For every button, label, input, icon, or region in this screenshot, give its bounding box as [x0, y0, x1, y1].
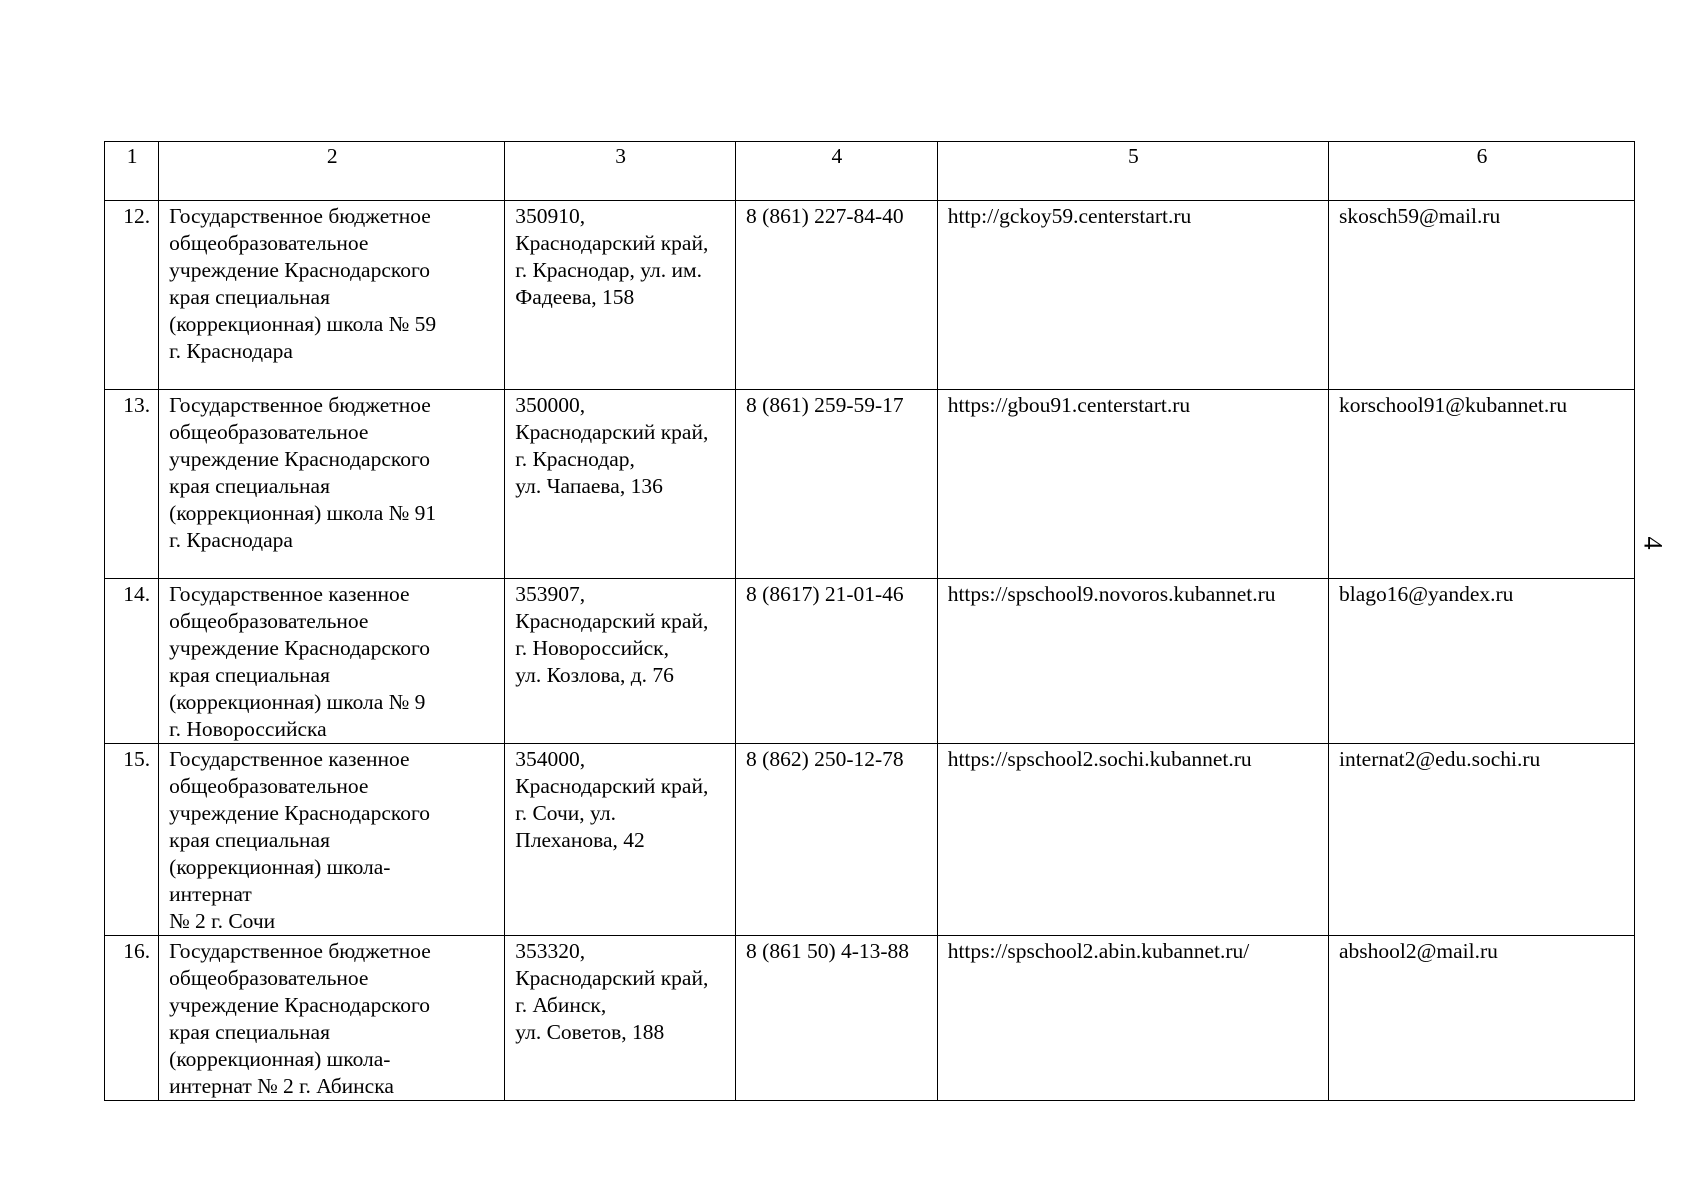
- row-number: 15.: [105, 744, 159, 936]
- school-address: 354000, Краснодарский край, г. Сочи, ул. Плеханова, 42: [505, 744, 736, 936]
- header-cell-6: 6: [1328, 142, 1634, 201]
- schools-table: [104, 141, 1635, 1101]
- school-email: internat2@edu.sochi.ru: [1328, 744, 1634, 936]
- school-phone: 8 (861) 227-84-40: [736, 201, 938, 390]
- school-address: 353320, Краснодарский край, г. Абинск, ул. Советов, 188: [505, 936, 736, 1101]
- school-website: https://spschool9.novoros.kubannet.ru: [937, 579, 1328, 744]
- table-row: [105, 936, 1635, 1101]
- school-phone: 8 (861) 259-59-17: [736, 390, 938, 579]
- school-phone: 8 (861 50) 4-13-88: [736, 936, 938, 1101]
- table-row: [105, 390, 1635, 579]
- school-address: 350910, Краснодарский край, г. Краснодар, ул. им. Фадеева, 158: [505, 201, 736, 390]
- header-row: [105, 142, 1635, 201]
- row-number: 12.: [105, 201, 159, 390]
- row-number: 13.: [105, 390, 159, 579]
- school-name: Государственное казенное общеобразовательное учреждение Краснодарского края специальная (коррекционная) школа № 9 г. Новороссийска: [159, 579, 505, 744]
- school-email: korschool91@kubannet.ru: [1328, 390, 1634, 579]
- school-website: http://gckoy59.centerstart.ru: [937, 201, 1328, 390]
- table-row: [105, 744, 1635, 936]
- school-phone: 8 (8617) 21-01-46: [736, 579, 938, 744]
- school-email: abshool2@mail.ru: [1328, 936, 1634, 1101]
- table-row: [105, 579, 1635, 744]
- school-address: 353907, Краснодарский край, г. Новороссийск, ул. Козлова, д. 76: [505, 579, 736, 744]
- row-number: 14.: [105, 579, 159, 744]
- school-name: Государственное казенное общеобразовательное учреждение Краснодарского края специальная (коррекционная) школа- интернат № 2 г. Сочи: [159, 744, 505, 936]
- school-email: skosch59@mail.ru: [1328, 201, 1634, 390]
- row-number: 16.: [105, 936, 159, 1101]
- school-address: 350000, Краснодарский край, г. Краснодар, ул. Чапаева, 136: [505, 390, 736, 579]
- school-name: Государственное бюджетное общеобразовательное учреждение Краснодарского края специальная (коррекционная) школа № 59 г. Краснодара: [159, 201, 505, 390]
- page-number: 4: [1638, 536, 1668, 550]
- header-cell-4: 4: [736, 142, 938, 201]
- school-name: Государственное бюджетное общеобразовательное учреждение Краснодарского края специальная (коррекционная) школа- интернат № 2 г. Абинска: [159, 936, 505, 1101]
- header-cell-5: 5: [937, 142, 1328, 201]
- school-name: Государственное бюджетное общеобразовательное учреждение Краснодарского края специальная (коррекционная) школа № 91 г. Краснодара: [159, 390, 505, 579]
- school-website: https://spschool2.sochi.kubannet.ru: [937, 744, 1328, 936]
- school-email: blago16@yandex.ru: [1328, 579, 1634, 744]
- table-row: [105, 201, 1635, 390]
- school-website: https://gbou91.centerstart.ru: [937, 390, 1328, 579]
- header-cell-3: 3: [505, 142, 736, 201]
- header-cell-1: 1: [105, 142, 159, 201]
- header-cell-2: 2: [159, 142, 505, 201]
- school-phone: 8 (862) 250-12-78: [736, 744, 938, 936]
- school-website: https://spschool2.abin.kubannet.ru/: [937, 936, 1328, 1101]
